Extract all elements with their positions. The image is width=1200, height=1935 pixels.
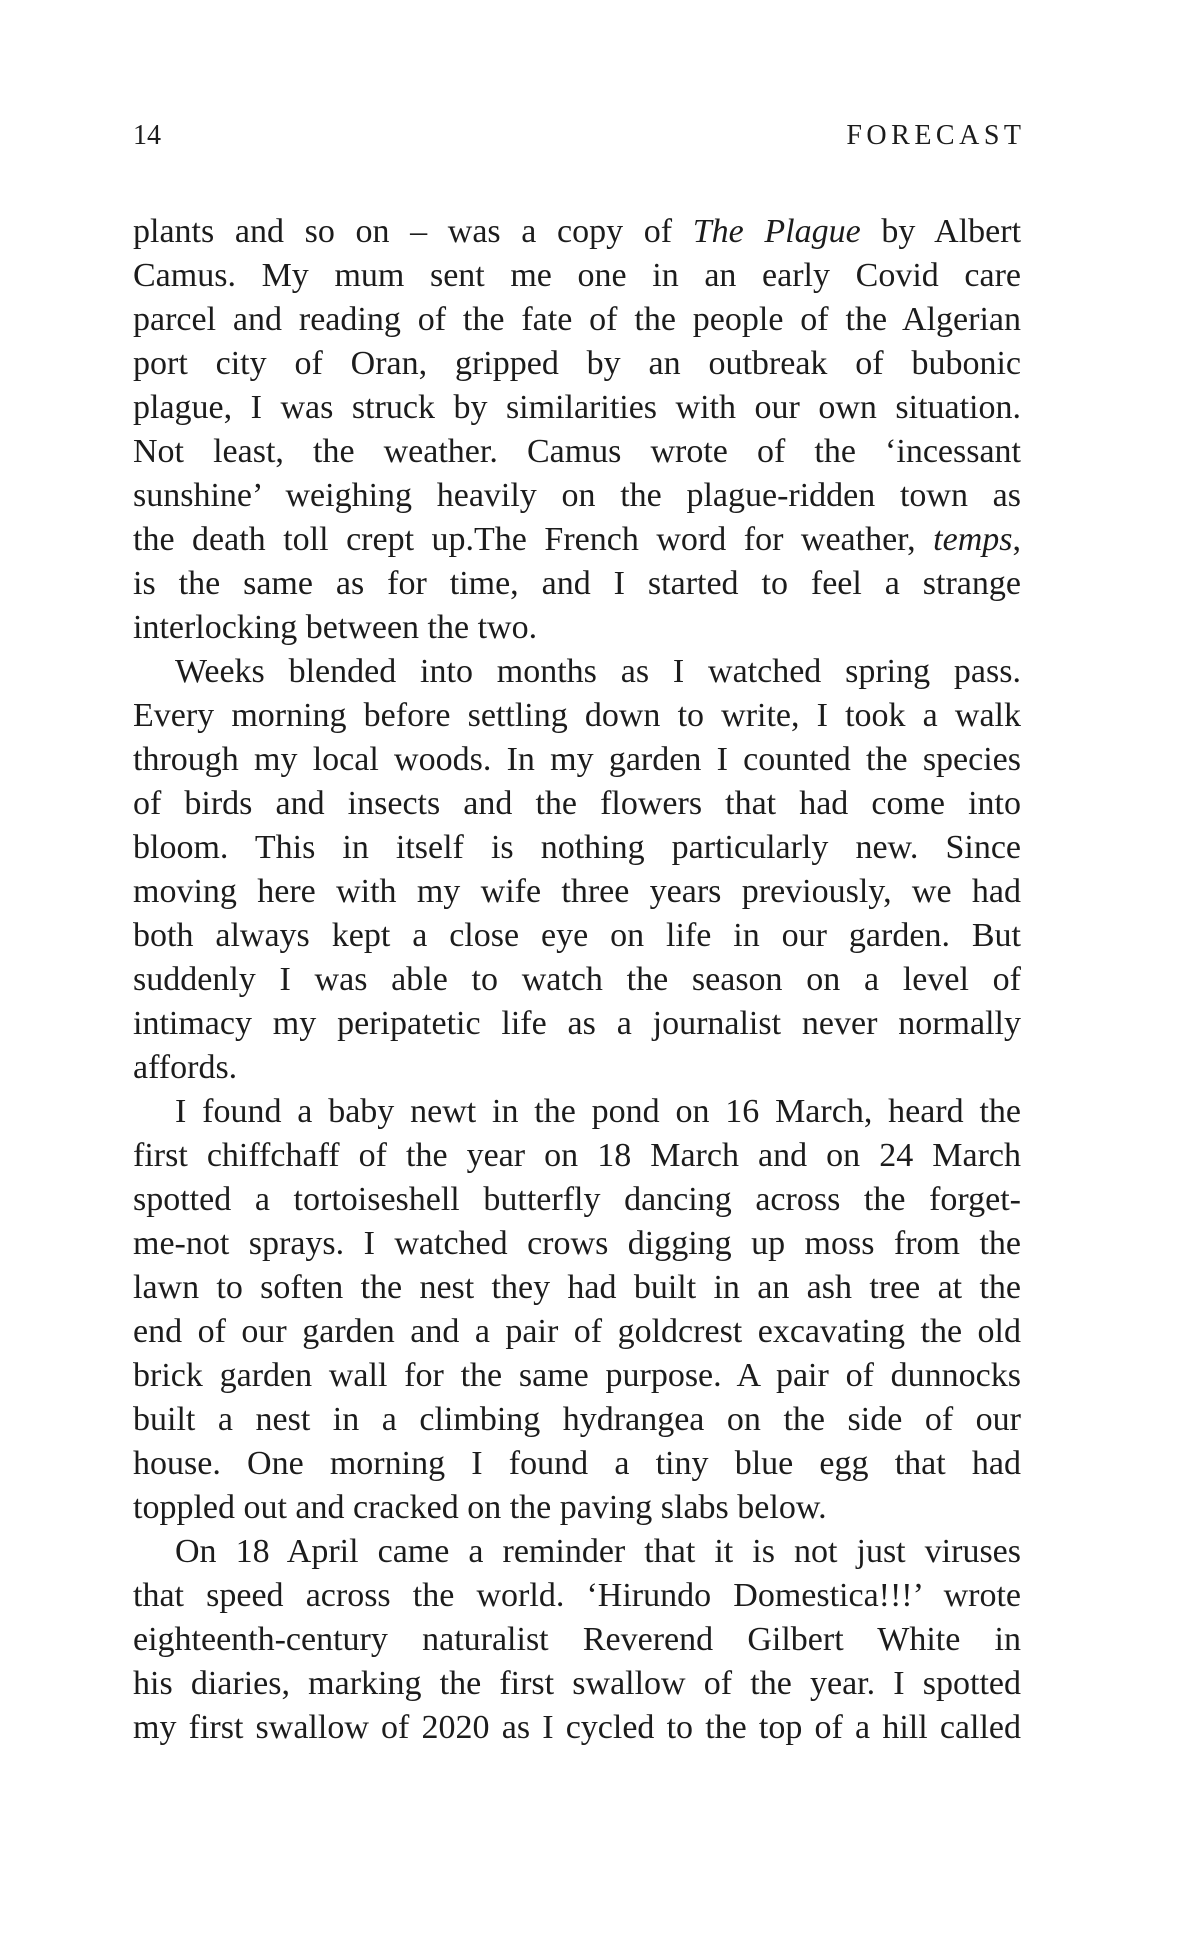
body-line [133, 1662, 1021, 1706]
text-run: Every morning before settling down to write, I took a walk [133, 697, 1021, 734]
text-run: me-not sprays. I watched crows digging up moss from the [133, 1225, 1021, 1262]
text-run: is the same as for time, and I started to feel a strange [133, 565, 1021, 602]
body-line [133, 1090, 1021, 1134]
body-line [133, 298, 1021, 342]
text-run: Not least, the weather. Camus wrote of the ‘incessant [133, 433, 1021, 470]
text-run: the death toll crept up.The French word for weather, [133, 521, 934, 558]
body-line [133, 1442, 1021, 1486]
body-line [133, 1530, 1021, 1574]
body-line [133, 914, 1021, 958]
body-line [133, 1618, 1021, 1662]
text-run: intimacy my peripatetic life as a journalist never normally [133, 1005, 1021, 1042]
body-line [133, 958, 1021, 1002]
body-line [133, 430, 1021, 474]
italic-text-run: The Plague [692, 213, 861, 250]
text-run: Camus. My mum sent me one in an early Covid care [133, 257, 1021, 294]
body-line [133, 870, 1021, 914]
body-line [133, 474, 1021, 518]
text-run: plants and so on – was a copy of [133, 213, 693, 250]
text-run: lawn to soften the nest they had built in an ash tree at the [133, 1269, 1021, 1306]
body-line [133, 518, 1021, 562]
body-line [133, 1574, 1021, 1618]
text-run: affords. [133, 1049, 238, 1086]
running-head [133, 120, 1026, 151]
body-line [133, 1046, 1021, 1090]
body-line [133, 562, 1021, 606]
page-body [133, 210, 1021, 1750]
text-run: end of our garden and a pair of goldcrest excavating the old [133, 1313, 1021, 1350]
body-line [133, 1354, 1021, 1398]
body-line [133, 826, 1021, 870]
body-line [133, 1002, 1021, 1046]
body-line [133, 1222, 1021, 1266]
body-line [133, 606, 1021, 650]
text-run: I found a baby newt in the pond on 16 March, heard the [175, 1093, 1021, 1130]
text-run: both always kept a close eye on life in our garden. But [133, 917, 1021, 954]
body-line [133, 650, 1021, 694]
text-run: Weeks blended into months as I watched spring pass. [175, 653, 1021, 690]
body-line [133, 1310, 1021, 1354]
body-line [133, 342, 1021, 386]
text-run: bloom. This in itself is nothing particularly new. Since [133, 829, 1021, 866]
body-line [133, 1266, 1021, 1310]
text-run: suddenly I was able to watch the season on a level of [133, 961, 1021, 998]
text-run: built a nest in a climbing hydrangea on the side of our [133, 1401, 1021, 1438]
text-run: interlocking between the two. [133, 609, 538, 646]
paragraph [133, 1090, 1021, 1530]
italic-text-run: temps [933, 521, 1013, 558]
text-run: eighteenth-century naturalist Reverend Gilbert White in [133, 1621, 1021, 1658]
paragraph [133, 1530, 1021, 1750]
text-run: spotted a tortoiseshell butterfly dancing across the forget- [133, 1181, 1021, 1218]
body-line [133, 254, 1021, 298]
text-run: my first swallow of 2020 as I cycled to the top of a hill called [133, 1709, 1021, 1746]
body-line [133, 694, 1021, 738]
paragraph [133, 210, 1021, 650]
text-run: that speed across the world. ‘Hirundo Domestica!!!’ wrote [133, 1577, 1021, 1614]
body-line [133, 210, 1021, 254]
text-run: his diaries, marking the first swallow of the year. I spotted [133, 1665, 1021, 1702]
text-run: On 18 April came a reminder that it is not just viruses [175, 1533, 1021, 1570]
text-run: moving here with my wife three years previously, we had [133, 873, 1021, 910]
text-run: first chiffchaff of the year on 18 March and on 24 March [133, 1137, 1021, 1174]
text-run: of birds and insects and the flowers that had come into [133, 785, 1021, 822]
paragraph [133, 650, 1021, 1090]
text-run: toppled out and cracked on the paving slabs below. [133, 1489, 827, 1526]
text-run: , [1012, 521, 1021, 558]
text-run: through my local woods. In my garden I counted the species [133, 741, 1021, 778]
text-run: port city of Oran, gripped by an outbreak of bubonic [133, 345, 1021, 382]
body-line [133, 782, 1021, 826]
body-line [133, 1134, 1021, 1178]
body-line [133, 738, 1021, 782]
text-run: parcel and reading of the fate of the people of the Algerian [133, 301, 1021, 338]
text-run: house. One morning I found a tiny blue egg that had [133, 1445, 1021, 1482]
text-run: sunshine’ weighing heavily on the plague-ridden town as [133, 477, 1021, 514]
running-title: FORECAST [846, 120, 1026, 151]
text-run: by Albert [860, 213, 1022, 250]
body-line [133, 1398, 1021, 1442]
body-line [133, 1178, 1021, 1222]
page-number: 14 [133, 120, 161, 151]
text-run: brick garden wall for the same purpose. A pair of dunnocks [133, 1357, 1021, 1394]
body-line [133, 1486, 1021, 1530]
body-line [133, 386, 1021, 430]
text-run: plague, I was struck by similarities with our own situation. [133, 389, 1021, 426]
body-line [133, 1706, 1021, 1750]
